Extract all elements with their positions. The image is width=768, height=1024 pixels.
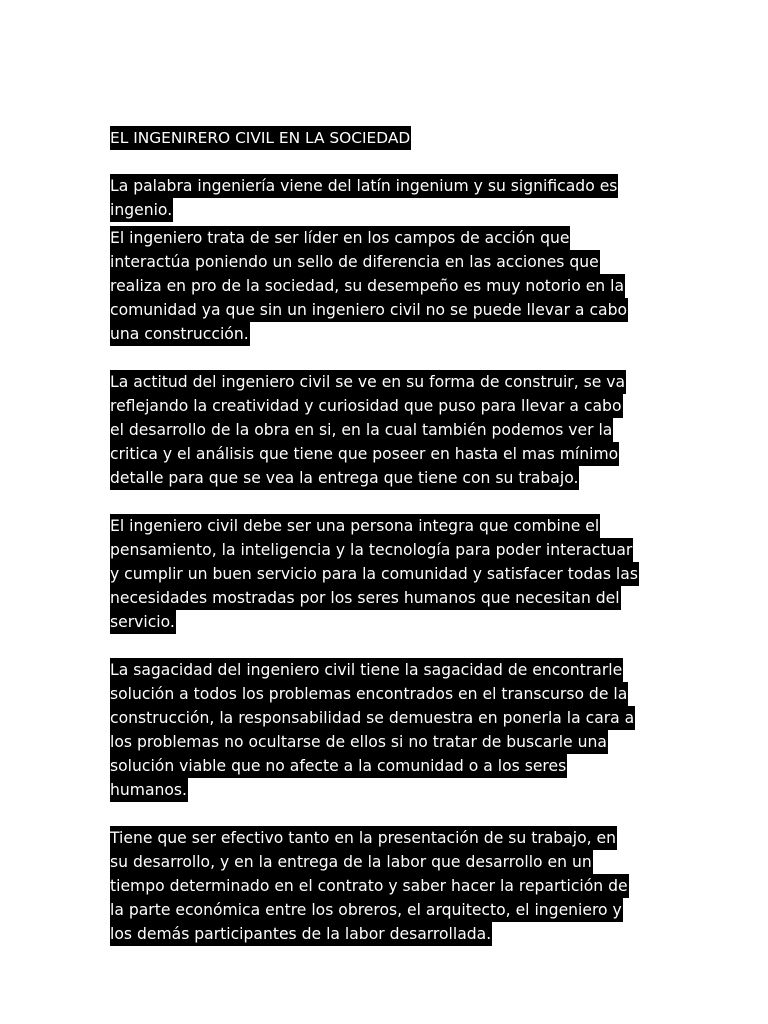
paragraph-line: La palabra ingeniería viene del latín ingenium y su significado es — [110, 174, 618, 198]
paragraph-line: necesidades mostradas por los seres humanos que necesitan del — [110, 586, 621, 610]
paragraph-line: detalle para que se vea la entrega que tiene con su trabajo. — [110, 466, 579, 490]
paragraph-list — [110, 174, 658, 946]
paragraph — [110, 370, 658, 490]
paragraph-line: ingenio. — [110, 198, 173, 222]
paragraph-line: la parte económica entre los obreros, el arquitecto, el ingeniero y — [110, 898, 623, 922]
paragraph-line: La sagacidad del ingeniero civil tiene la sagacidad de encontrarle — [110, 658, 623, 682]
document-body — [110, 126, 658, 970]
paragraph — [110, 514, 658, 634]
paragraph — [110, 658, 658, 802]
paragraph-line: una construcción. — [110, 322, 250, 346]
paragraph-line: solución viable que no afecte a la comunidad o a los seres — [110, 754, 567, 778]
paragraph-line: y cumplir un buen servicio para la comunidad y satisfacer todas las — [110, 562, 639, 586]
paragraph-line: el desarrollo de la obra en si, en la cual también podemos ver la — [110, 418, 613, 442]
paragraph-line: tiempo determinado en el contrato y saber hacer la repartición de — [110, 874, 629, 898]
paragraph-line: su desarrollo, y en la entrega de la labor que desarrollo en un — [110, 850, 593, 874]
paragraph-line: los problemas no ocultarse de ellos si no tratar de buscarle una — [110, 730, 608, 754]
paragraph-line: Tiene que ser efectivo tanto en la presentación de su trabajo, en — [110, 826, 617, 850]
paragraph-line: pensamiento, la inteligencia y la tecnología para poder interactuar — [110, 538, 633, 562]
paragraph — [110, 826, 658, 946]
paragraph-line: interactúa poniendo un sello de diferencia en las acciones que — [110, 250, 600, 274]
paragraph-line: reflejando la creatividad y curiosidad que puso para llevar a cabo — [110, 394, 623, 418]
paragraph — [110, 226, 658, 346]
paragraph-line: servicio. — [110, 610, 176, 634]
paragraph-line: humanos. — [110, 778, 188, 802]
paragraph-line: critica y el análisis que tiene que poseer en hasta el mas mínimo — [110, 442, 619, 466]
paragraph-line: comunidad ya que sin un ingeniero civil no se puede llevar a cabo — [110, 298, 628, 322]
paragraph-line: El ingeniero civil debe ser una persona integra que combine el — [110, 514, 600, 538]
paragraph-line: los demás participantes de la labor desarrollada. — [110, 922, 492, 946]
paragraph-line: construcción, la responsabilidad se demuestra en ponerla la cara a — [110, 706, 635, 730]
paragraph-line: La actitud del ingeniero civil se ve en su forma de construir, se va — [110, 370, 626, 394]
paragraph-line: solución a todos los problemas encontrados en el transcurso de la — [110, 682, 628, 706]
document-title: EL INGENIRERO CIVIL EN LA SOCIEDAD — [110, 126, 411, 150]
paragraph — [110, 174, 658, 222]
paragraph-line: realiza en pro de la sociedad, su desempeño es muy notorio en la — [110, 274, 625, 298]
paragraph-line: El ingeniero trata de ser líder en los campos de acción que — [110, 226, 570, 250]
